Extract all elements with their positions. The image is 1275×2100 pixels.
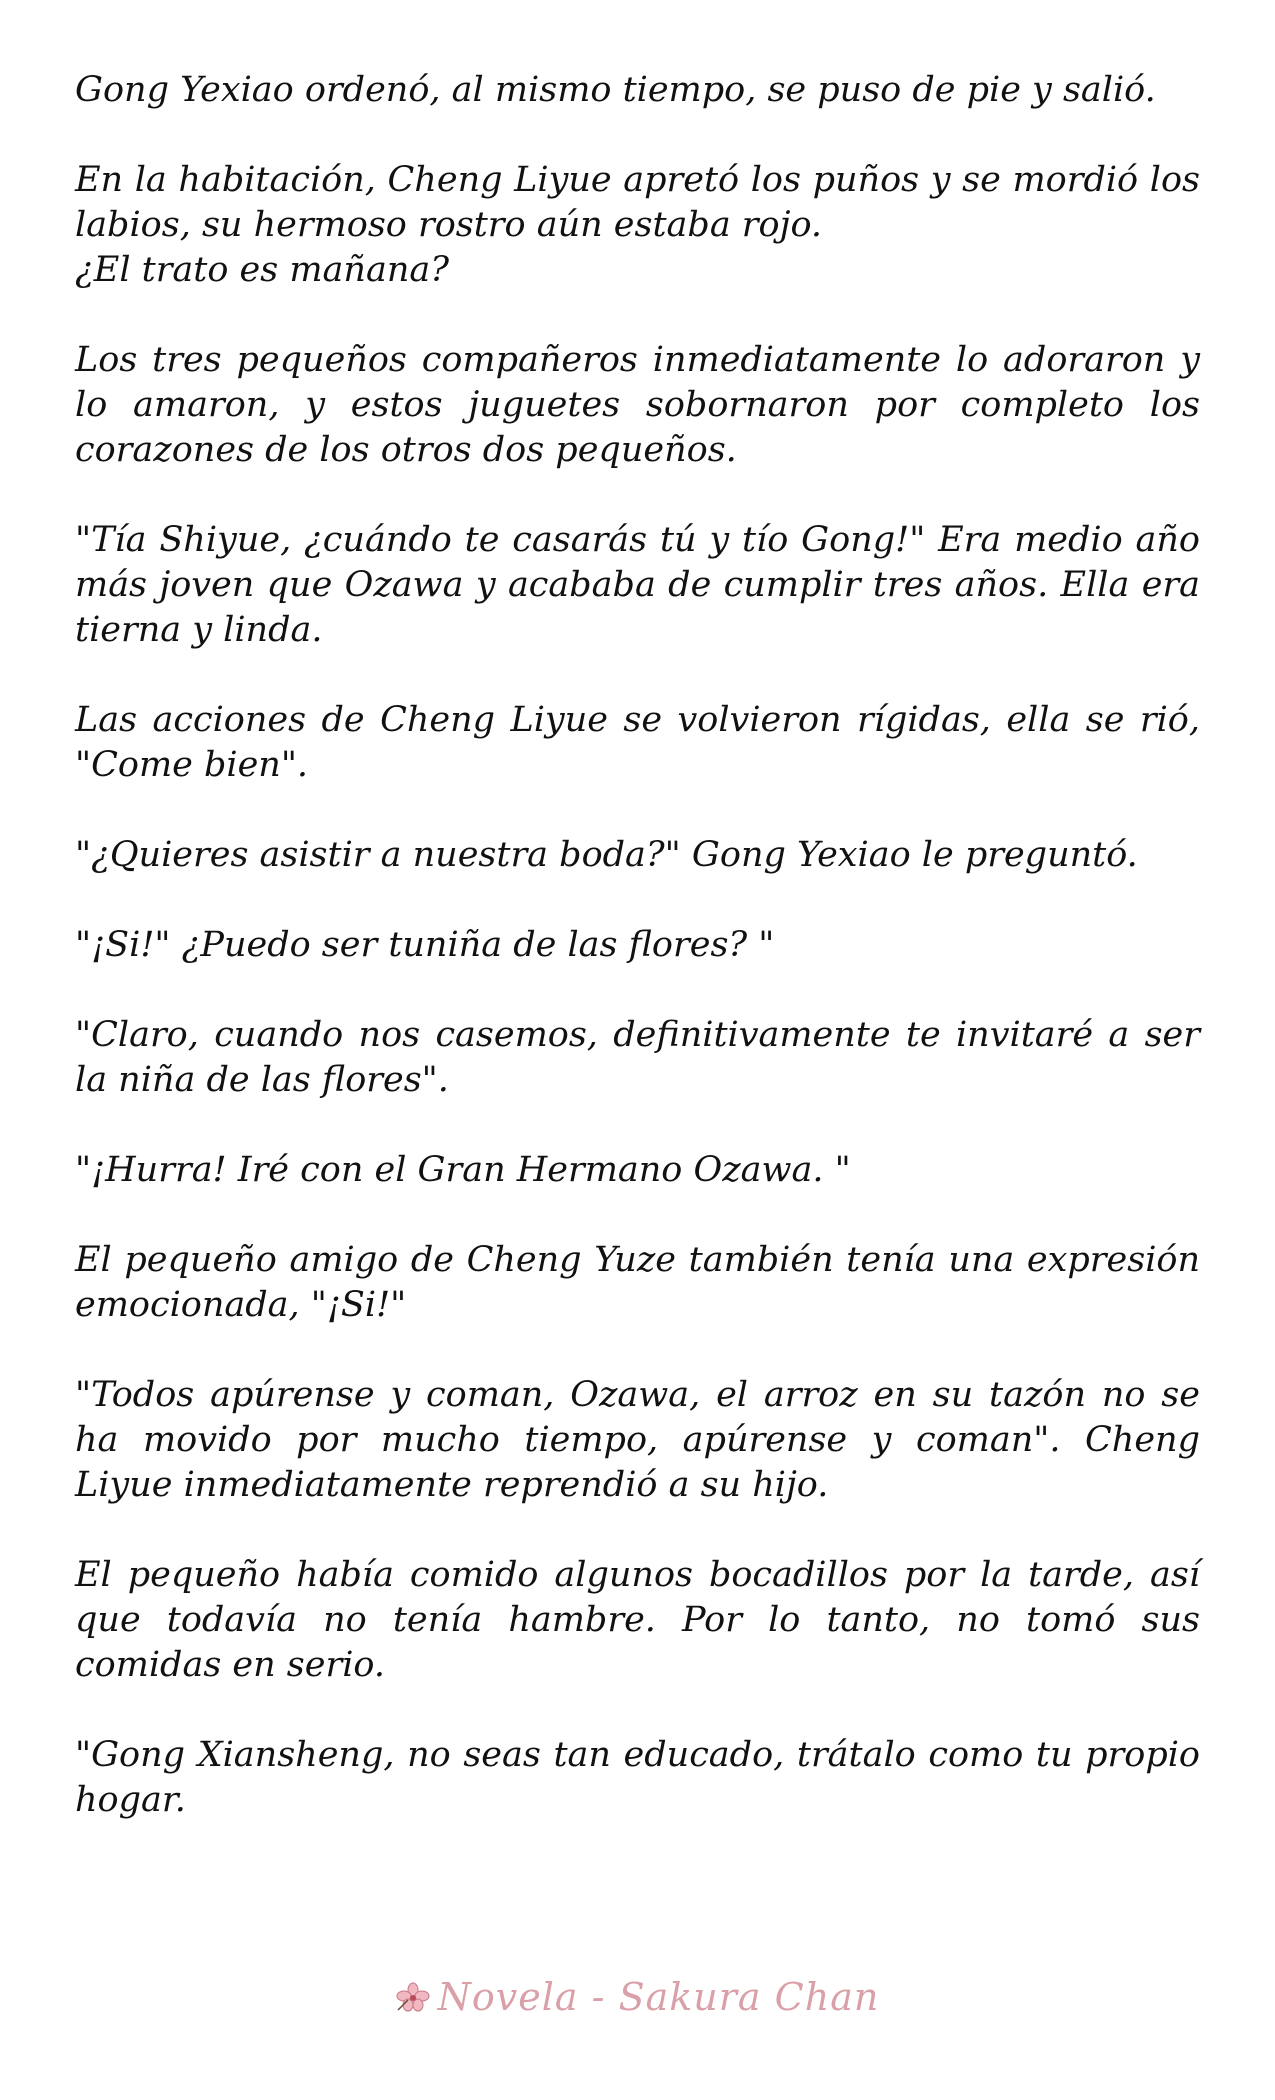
paragraph: Las acciones de Cheng Liyue se volvieron rígidas, ella se rió, "Come bien". [75,700,1200,785]
paragraph: El pequeño amigo de Cheng Yuze también tenía una expresión emocionada, "¡Si!" [75,1240,1200,1325]
paragraph: "¡Hurra! Iré con el Gran Hermano Ozawa. " [75,1150,851,1190]
paragraph: "¿Quieres asistir a nuestra boda?" Gong Yexiao le preguntó. [75,835,1138,875]
paragraph: El pequeño había comido algunos bocadillos por la tarde, así que todavía no tenía hambre. Por lo tanto, no tomó sus comidas en serio. [75,1555,1200,1685]
paragraph: Los tres pequeños compañeros inmediatamente lo adoraron y lo amaron, y estos juguetes sobornaron por completo los corazones de los otros dos pequeños. [75,340,1200,470]
paragraph: En la habitación, Cheng Liyue apretó los puños y se mordió los labios, su hermoso rostro aún estaba rojo. ¿El trato es mañana? [75,160,1200,290]
paragraph: Gong Yexiao ordenó, al mismo tiempo, se puso de pie y salió. [75,70,1156,110]
sakura-flower-icon [396,1982,430,2012]
paragraph: "Gong Xiansheng, no seas tan educado, trátalo como tu propio hogar. [75,1735,1200,1820]
watermark-text: Novela - Sakura Chan [437,1975,880,2019]
paragraph: "Tía Shiyue, ¿cuándo te casarás tú y tío Gong!" Era medio año más joven que Ozawa y acababa de cumplir tres años. Ella era tierna y linda. [75,520,1200,650]
paragraph: "Claro, cuando nos casemos, definitivamente te invitaré a ser la niña de las flores". [75,1015,1200,1100]
paragraph: "Todos apúrense y coman, Ozawa, el arroz en su tazón no se ha movido por mucho tiempo, apúrense y coman". Cheng Liyue inmediatamente reprendió a su hijo. [75,1375,1200,1505]
watermark-footer [0,1975,1275,2019]
paragraph: "¡Si!" ¿Puedo ser tuniña de las flores? " [75,925,775,965]
chapter-text [75,68,1200,1868]
